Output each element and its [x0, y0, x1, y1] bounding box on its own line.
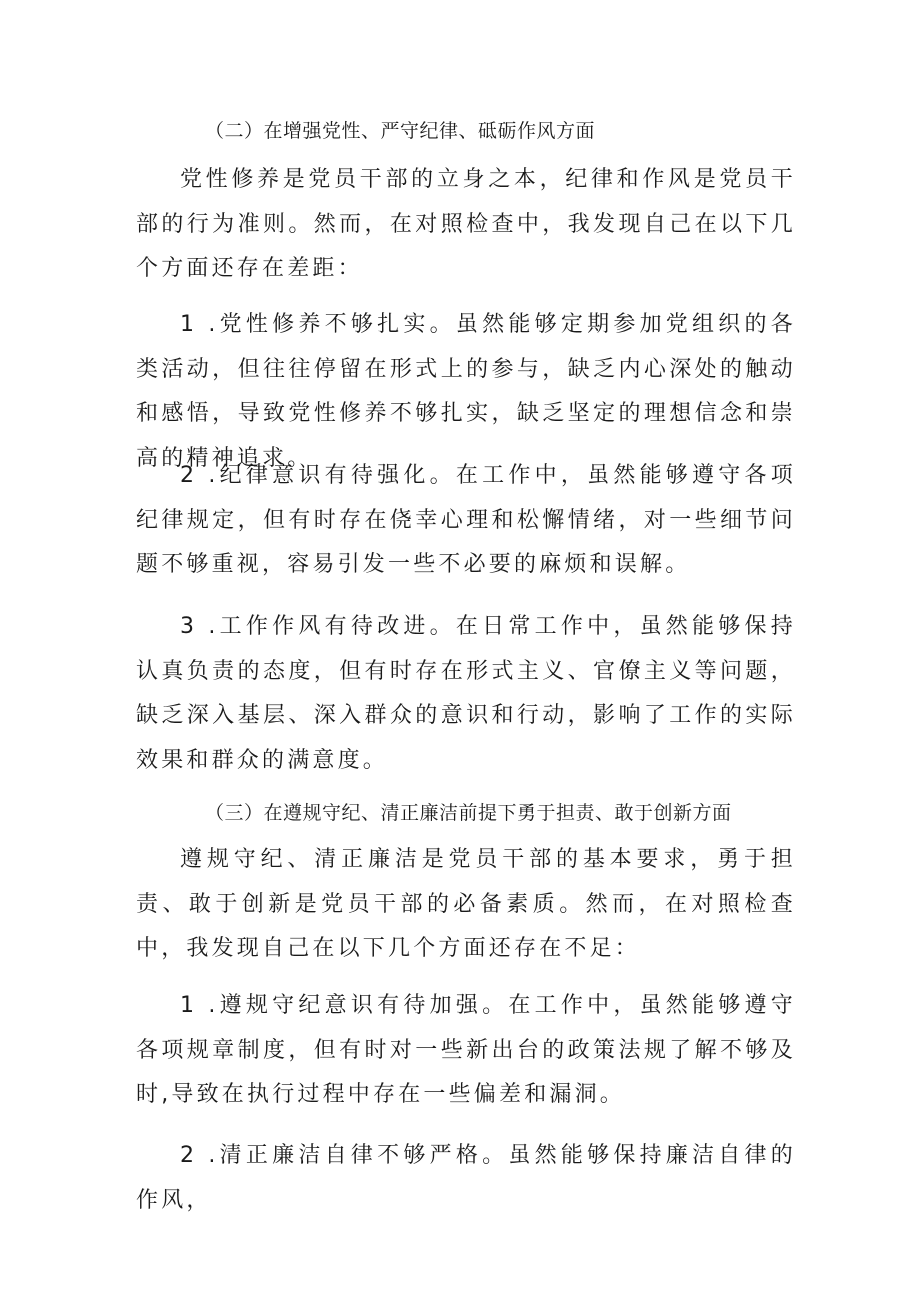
section-heading-3: （三）在遵规守纪、清正廉洁前提下勇于担责、敢于创新方面 [205, 802, 732, 824]
paragraph-item-3-1: 1 .遵规守纪意识有待加强。在工作中，虽然能够遵守各项规章制度，但有时对一些新出台的政策法规了解不够及时,导致在执行过程中存在一些偏差和漏洞。 [136, 993, 796, 1107]
paragraph-item-2-3: 3 .工作作风有待改进。在日常工作中，虽然能够保持认真负责的态度，但有时存在形式主义、官僚主义等问题，缺乏深入基层、深入群众的意识和行动，影响了工作的实际效果和群众的满意度。 [136, 614, 796, 773]
section-heading-2: （二）在增强党性、严守纪律、砥砺作风方面 [205, 120, 596, 142]
paragraph-intro-2: 党性修养是党员干部的立身之本，纪律和作风是党员干部的行为准则。然而，在对照检查中，我发现自己在以下几个方面还存在差距： [136, 167, 796, 281]
paragraph-intro-3: 遵规守纪、清正廉洁是党员干部的基本要求，勇于担责、敢于创新是党员干部的必备素质。然而，在对照检查中，我发现自己在以下几个方面还存在不足： [136, 847, 796, 961]
paragraph-item-2-1: 1 .党性修养不够扎实。虽然能够定期参加党组织的各类活动，但往往停留在形式上的参与，缺乏内心深处的触动和感悟，导致党性修养不够扎实，缺乏坚定的理想信念和崇高的精神追求。 [136, 312, 796, 471]
paragraph-item-2-2: 2 .纪律意识有待强化。在工作中，虽然能够遵守各项纪律规定，但有时存在侥幸心理和松懈情绪，对一些细节问题不够重视，容易引发一些不必要的麻烦和误解。 [136, 463, 796, 577]
paragraph-item-3-2: 2 .清正廉洁自律不够严格。虽然能够保持廉洁自律的作风， [136, 1143, 796, 1213]
